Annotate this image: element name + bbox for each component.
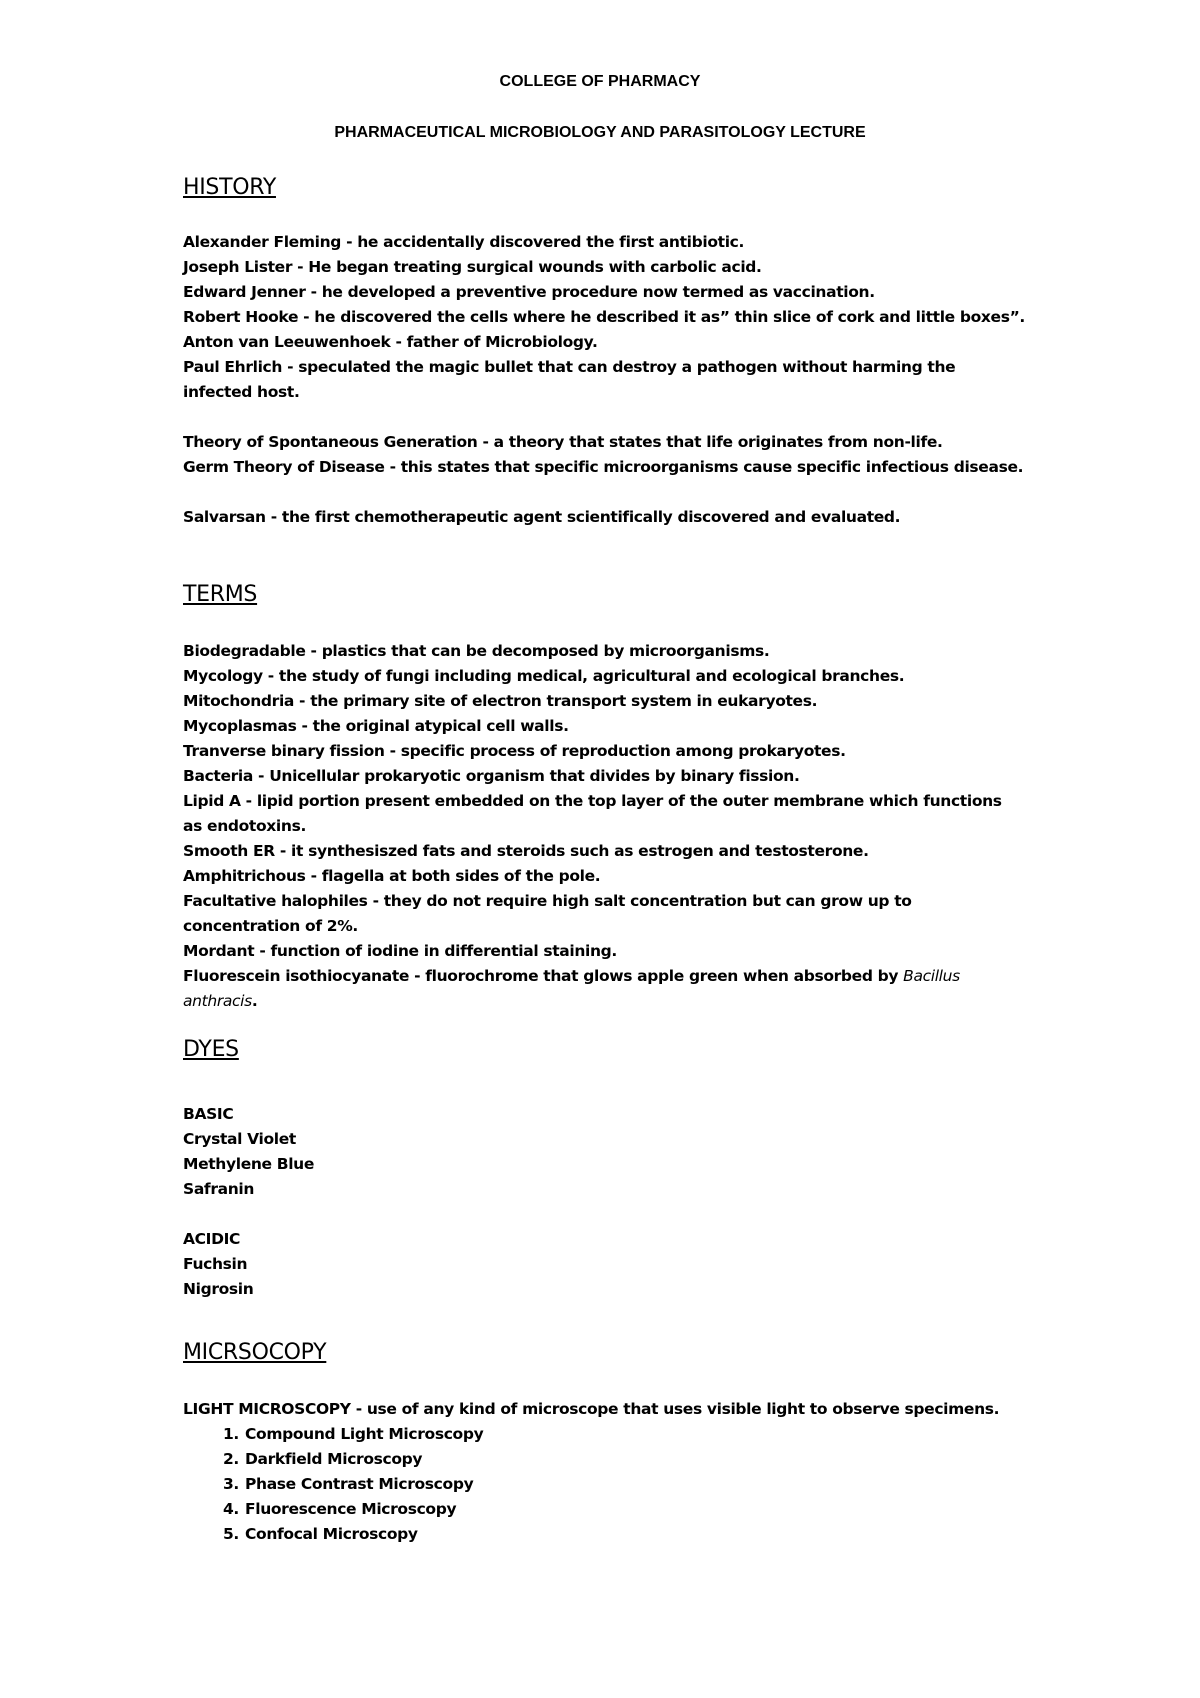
term-item: Biodegradable - plastics that can be decomposed by microorganisms. bbox=[183, 642, 770, 660]
salvarsan-line bbox=[183, 505, 1013, 530]
dye-item: Fuchsin bbox=[183, 1255, 248, 1273]
list-item: 5. Confocal Microscopy bbox=[223, 1525, 418, 1543]
term-item: Facultative halophiles - they do not require high salt concentration but can grow up to concentration of 2%. bbox=[183, 892, 912, 935]
dye-item: Safranin bbox=[183, 1180, 255, 1198]
dyes-heading: DYES bbox=[183, 1037, 239, 1062]
theory-list bbox=[183, 430, 1024, 480]
term-item: Mitochondria - the primary site of electron transport system in eukaryotes. bbox=[183, 692, 818, 710]
microscopy-heading: MICRSOCOPY bbox=[183, 1340, 327, 1365]
theory-item: Germ Theory of Disease - this states that specific microorganisms cause specific infectious disease. bbox=[183, 458, 1024, 476]
term-item: Mordant - function of iodine in differential staining. bbox=[183, 942, 617, 960]
species-name: Bacillus anthracis bbox=[183, 967, 960, 1010]
list-item: 2. Darkfield Microscopy bbox=[223, 1450, 423, 1468]
history-item: Anton van Leeuwenhoek - father of Microbiology. bbox=[183, 333, 598, 351]
list-item: 3. Phase Contrast Microscopy bbox=[223, 1475, 474, 1493]
list-item: 1. Compound Light Microscopy bbox=[223, 1425, 484, 1443]
term-item: Bacteria - Unicellular prokaryotic organism that divides by binary fission. bbox=[183, 767, 800, 785]
term-item: Tranverse binary fission - specific process of reproduction among prokaryotes. bbox=[183, 742, 846, 760]
dye-item: Nigrosin bbox=[183, 1280, 254, 1298]
list-item: 4. Fluorescence Microscopy bbox=[223, 1500, 457, 1518]
term-item: Amphitrichous - flagella at both sides of the pole. bbox=[183, 867, 601, 885]
light-microscopy-line bbox=[183, 1397, 1013, 1422]
history-item: Edward Jenner - he developed a preventive procedure now termed as vaccination. bbox=[183, 283, 875, 301]
course-title: PHARMACEUTICAL MICROBIOLOGY AND PARASITOLOGY LECTURE bbox=[334, 124, 866, 141]
basic-dyes bbox=[183, 1102, 1013, 1202]
term-item: Mycoplasmas - the original atypical cell walls. bbox=[183, 717, 569, 735]
acidic-label: ACIDIC bbox=[183, 1230, 241, 1248]
terms-list bbox=[183, 639, 1013, 1014]
college-title: COLLEGE OF PHARMACY bbox=[499, 73, 701, 90]
history-list bbox=[183, 230, 1025, 405]
acidic-dyes bbox=[183, 1227, 1013, 1302]
history-item: Joseph Lister - He began treating surgical wounds with carbolic acid. bbox=[183, 258, 762, 276]
microscopy-list bbox=[223, 1422, 483, 1547]
term-item: Lipid A - lipid portion present embedded on the top layer of the outer membrane which functions as endotoxins. bbox=[183, 792, 1002, 835]
term-item: Mycology - the study of fungi including medical, agricultural and ecological branches. bbox=[183, 667, 905, 685]
history-item: Robert Hooke - he discovered the cells where he described it as” thin slice of cork and little boxes”. bbox=[183, 308, 1025, 326]
term-item: Fluorescein isothiocyanate - fluorochrome that glows apple green when absorbed by Bacillus anthracis. bbox=[183, 967, 960, 1010]
light-microscopy-item: LIGHT MICROSCOPY - use of any kind of microscope that uses visible light to observe specimens. bbox=[183, 1400, 1000, 1418]
history-heading: HISTORY bbox=[183, 175, 276, 200]
term-item: Smooth ER - it synthesiszed fats and steroids such as estrogen and testosterone. bbox=[183, 842, 869, 860]
theory-item: Theory of Spontaneous Generation - a theory that states that life originates from non-life. bbox=[183, 433, 943, 451]
history-item: Paul Ehrlich - speculated the magic bullet that can destroy a pathogen without harming the infected host. bbox=[183, 358, 956, 401]
dye-item: Crystal Violet bbox=[183, 1130, 296, 1148]
history-item: Alexander Fleming - he accidentally discovered the first antibiotic. bbox=[183, 233, 745, 251]
salvarsan-item: Salvarsan - the first chemotherapeutic agent scientifically discovered and evaluated. bbox=[183, 508, 901, 526]
dye-item: Methylene Blue bbox=[183, 1155, 315, 1173]
basic-label: BASIC bbox=[183, 1105, 234, 1123]
terms-heading: TERMS bbox=[183, 582, 258, 607]
